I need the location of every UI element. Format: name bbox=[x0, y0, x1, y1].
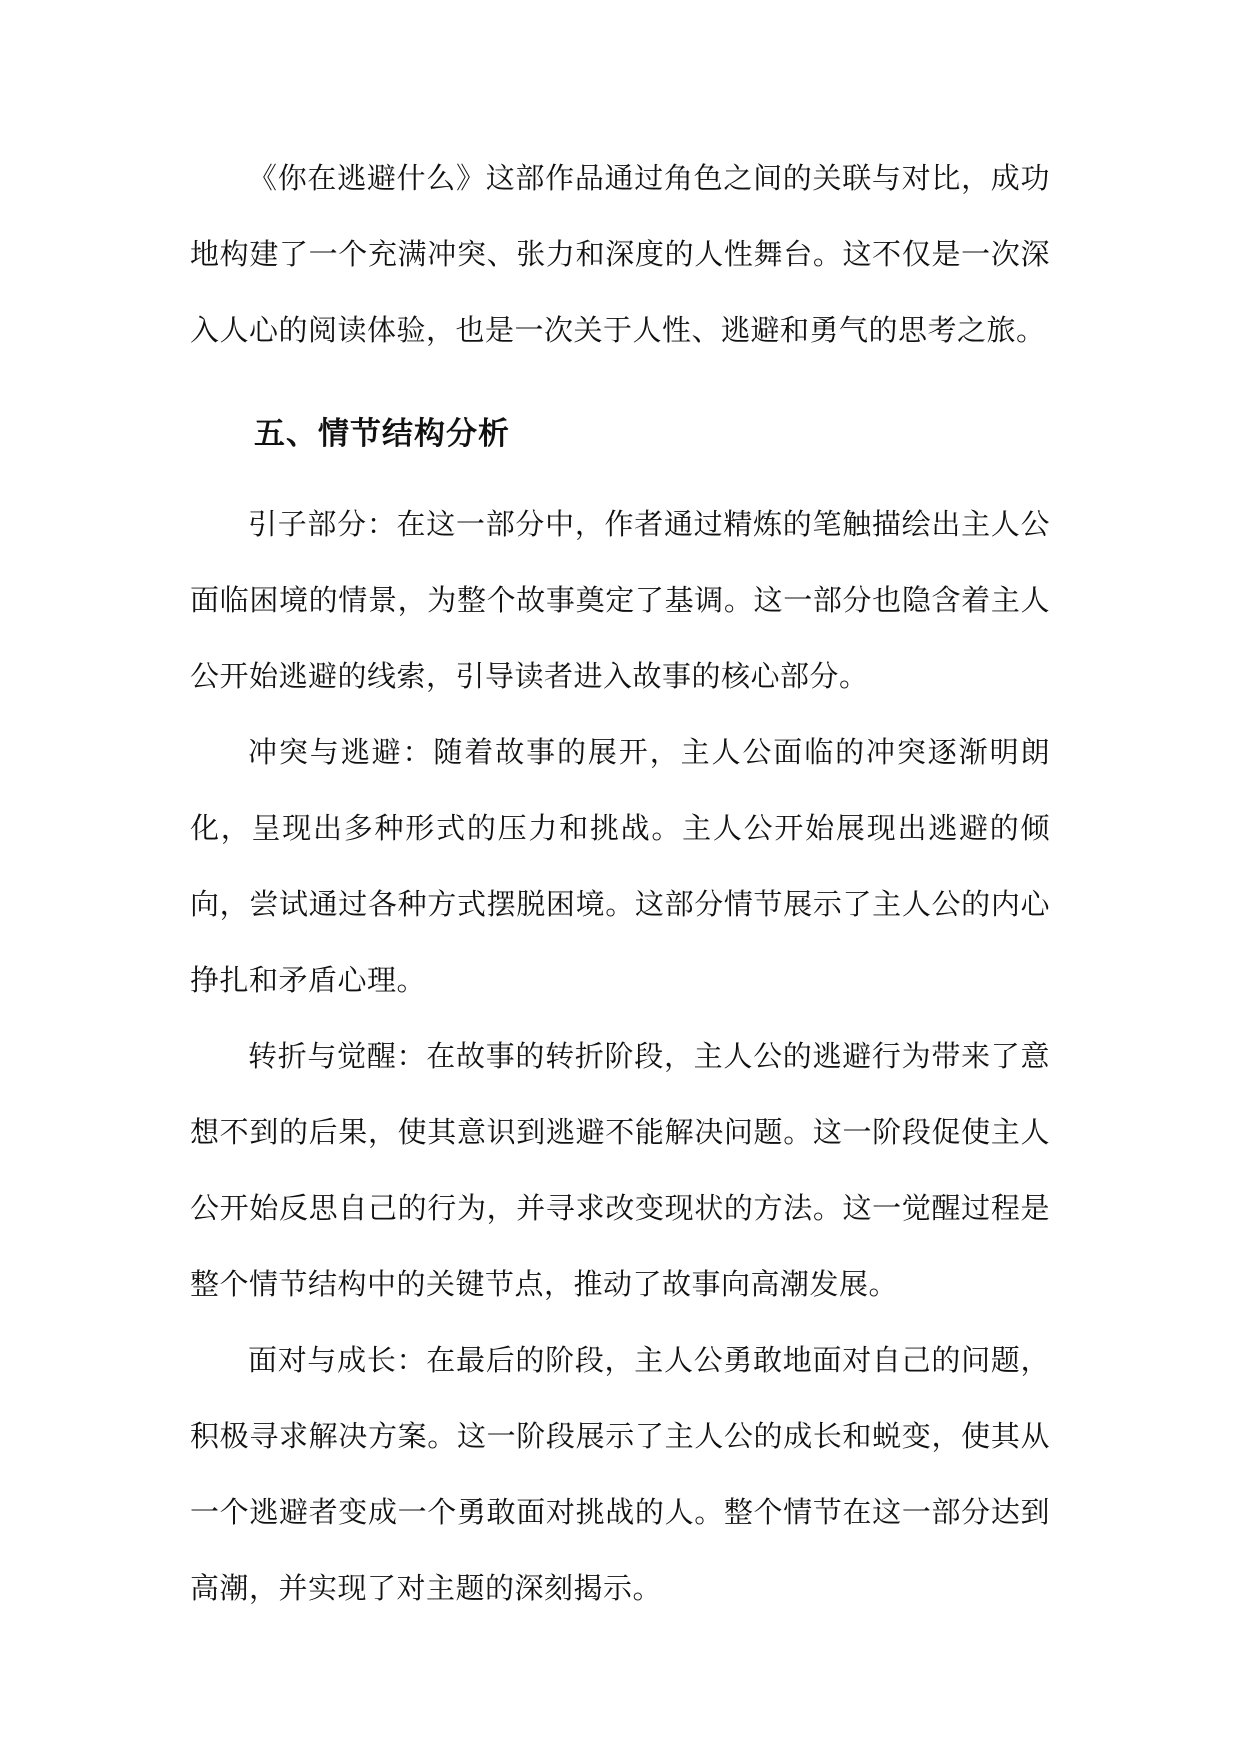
paragraph-turning-awakening: 转折与觉醒：在故事的转折阶段，主人公的逃避行为带来了意想不到的后果，使其意识到逃避不能解决问题。这一阶段促使主人公开始反思自己的行为，并寻求改变现状的方法。这一觉醒过程是整个情节结构中的关键节点，推动了故事向高潮发展。 bbox=[190, 1039, 1050, 1301]
paragraph-facing-growth: 面对与成长：在最后的阶段，主人公勇敢地面对自己的问题，积极寻求解决方案。这一阶段展示了主人公的成长和蜕变，使其从一个逃避者变成一个勇敢面对挑战的人。整个情节在这一部分达到高潮，并实现了对主题的深刻揭示。 bbox=[190, 1343, 1050, 1605]
paragraph-introduction: 引子部分：在这一部分中，作者通过精炼的笔触描绘出主人公面临困境的情景，为整个故事奠定了基调。这一部分也隐含着主人公开始逃避的线索，引导读者进入故事的核心部分。 bbox=[190, 507, 1050, 693]
document-body bbox=[190, 140, 1050, 1626]
paragraph-conflict-escape: 冲突与逃避：随着故事的展开，主人公面临的冲突逐渐明朗化，呈现出多种形式的压力和挑战。主人公开始展现出逃避的倾向，尝试通过各种方式摆脱困境。这部分情节展示了主人公的内心挣扎和矛盾心理。 bbox=[190, 735, 1050, 997]
intro-paragraph: 《你在逃避什么》这部作品通过角色之间的关联与对比，成功地构建了一个充满冲突、张力和深度的人性舞台。这不仅是一次深入人心的阅读体验，也是一次关于人性、逃避和勇气的思考之旅。 bbox=[190, 161, 1050, 347]
section-heading: 五、情节结构分析 bbox=[254, 416, 510, 452]
